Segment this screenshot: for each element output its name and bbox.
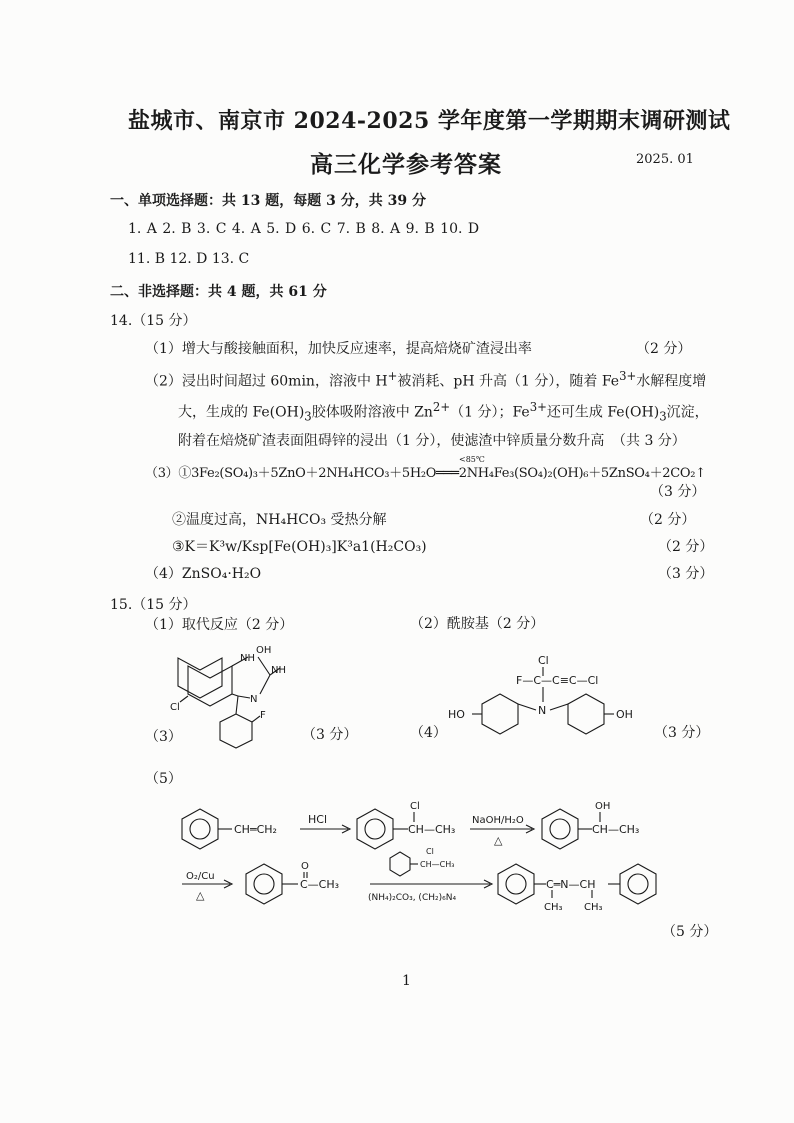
- s4-n: N: [538, 704, 547, 717]
- s4-ho: HO: [448, 708, 465, 721]
- q15-part3-label: （3）: [145, 729, 182, 745]
- structure-3-benzodiazepine: [170, 640, 300, 760]
- q14-part3-equation: （3）①3Fe₂(SO₄)₃＋5ZnO＋2NH₄HCO₃＋5H₂O═══2NH₄Fe₃(SO₄)₂(OH)₆＋5ZnSO₄＋2CO₂↑: [145, 466, 706, 481]
- q14-part3-score1: （3 分）: [650, 484, 706, 500]
- r-ch3a: CH₃: [544, 902, 563, 913]
- reaction-condition: <85℃: [459, 455, 485, 464]
- r-reagent2: NaOH/H₂O: [472, 815, 524, 826]
- mc-answers-row2: 11. B 12. D 13. C: [128, 251, 250, 267]
- r-chcl: CH—CH₃: [408, 823, 456, 836]
- q15-part1: （1）取代反应（2 分）: [145, 617, 294, 633]
- r-delta1: △: [494, 834, 503, 847]
- q15-part2: （2）酰胺基（2 分）: [410, 616, 545, 632]
- q15-part5-label: （5）: [145, 771, 182, 787]
- r-small-cl: Cl: [426, 847, 434, 856]
- r-ch3b: CH₃: [584, 902, 603, 913]
- q14-part3-score2: （2 分）: [640, 512, 696, 528]
- section2-heading: 二、非选择题：共 4 题，共 61 分: [110, 284, 327, 300]
- page-number: 1: [402, 973, 411, 989]
- q14-part1: （1）增大与酸接触面积，加快反应速率，提高焙烧矿渣浸出率: [145, 341, 532, 357]
- r-imine: C═N—CH: [546, 878, 596, 891]
- s3-n-label: N: [250, 694, 258, 705]
- q14-label: 14.（15 分）: [110, 313, 197, 329]
- s3-nh2-label: NH: [271, 665, 286, 676]
- s4-cl-top: Cl: [538, 654, 549, 667]
- synthesis-route-line1: [180, 795, 700, 860]
- q15-part4-label: （4）: [410, 725, 447, 741]
- s3-nh-label: NH: [240, 653, 255, 664]
- s3-cl-label: Cl: [170, 702, 180, 713]
- r-reagent4: (NH₄)₂CO₃, (CH₂)₆N₄: [368, 893, 457, 903]
- r-cl: Cl: [410, 801, 420, 812]
- q14-part4: （4）ZnSO₄·H₂O: [145, 566, 262, 582]
- r-oh: OH: [595, 801, 611, 812]
- q15-label: 15.（15 分）: [110, 597, 197, 613]
- s4-oh: OH: [616, 708, 633, 721]
- q14-part1-score: （2 分）: [636, 341, 692, 357]
- q14-part2-line1: （2）浸出时间超过 60min，溶液中 H+被消耗、pH 升高（1 分），随着 $Fe^{3+}$水解程度增: [145, 369, 707, 390]
- s4-chain: F—C—C≡C—Cl: [516, 674, 599, 687]
- r-small-ch: CH—CH₃: [420, 860, 455, 869]
- synthesis-route-line2: [180, 847, 700, 925]
- q15-part4-score: （3 分）: [654, 725, 710, 741]
- q15-part5-score: （5 分）: [662, 924, 718, 940]
- structure-4-diarylamine: [440, 650, 670, 740]
- q14-part3-score3: （2 分）: [658, 539, 714, 555]
- q14-part2-score: （共 3 分）: [612, 433, 686, 449]
- q14-part4-score: （3 分）: [658, 566, 714, 582]
- r-reagent3: O₂/Cu: [186, 871, 215, 882]
- q14-part2-line2: 大，生成的 $Fe(OH)_3$胶体吸附溶液中 $Zn^{2+}(1$ 分）；$Fe^{3+}$还可生成 $Fe(OH)_3$沉淀，: [178, 400, 709, 424]
- r-choh: CH—CH₃: [592, 823, 640, 836]
- r-ketone: C—CH₃: [300, 878, 340, 891]
- s3-oh-label: OH: [256, 645, 272, 656]
- r-o: O: [301, 861, 309, 872]
- mc-answers-row1: 1. A 2. B 3. C 4. A 5. D 6. C 7. B 8. A 9. B 10. D: [128, 221, 480, 237]
- exam-title: 盐城市、南京市 2024-2025 学年度第一学期期末调研测试: [128, 108, 731, 134]
- answer-key-title: 高三化学参考答案: [310, 151, 502, 178]
- r-delta2: △: [196, 889, 205, 902]
- q14-part3-3: ③K＝K³w/Ksp[Fe(OH)₃]K³a1(H₂CO₃): [172, 539, 427, 555]
- q14-part3-2: ②温度过高，NH₄HCO₃ 受热分解: [172, 512, 387, 528]
- exam-date: 2025. 01: [636, 152, 694, 167]
- q15-part3-score: （3 分）: [302, 727, 358, 743]
- r-reagent1: HCl: [308, 813, 328, 826]
- q14-part2-line3: 附着在焙烧矿渣表面阻碍锌的浸出（1 分），使滤渣中锌质量分数升高: [178, 433, 605, 449]
- s3-f-label: F: [260, 710, 266, 721]
- section1-heading: 一、单项选择题：共 13 题，每题 3 分，共 39 分: [110, 193, 426, 209]
- r-vinyl: CH═CH₂: [234, 823, 277, 836]
